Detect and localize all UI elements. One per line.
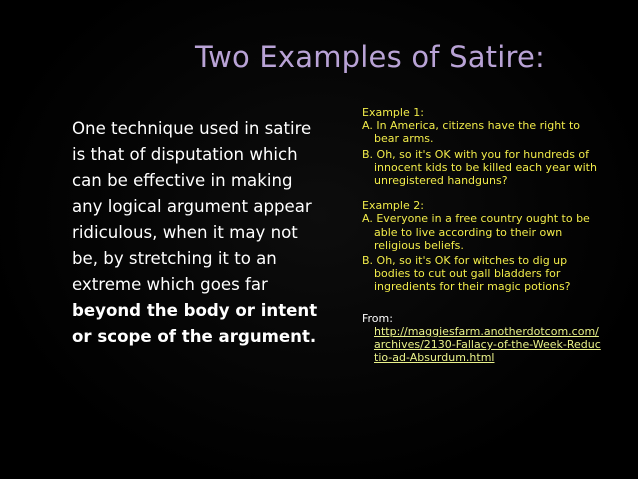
example1-statement-a: A. In America, citizens have the right to bear arms. bbox=[362, 119, 581, 146]
source-label: From: bbox=[362, 311, 393, 325]
intro-paragraph bbox=[72, 116, 322, 350]
example1-heading: Example 1: bbox=[362, 106, 424, 119]
example2-statement-a: A. Everyone in a free country ought to be able to live according to their own religious beliefs. bbox=[362, 212, 590, 252]
example2-heading: Example 2: bbox=[362, 199, 424, 213]
source-link[interactable]: http://maggiesfarm.anotherdotcom.com/archives/2130-Fallacy-of-the-Week-Reductio-ad-Absurdum.html bbox=[374, 324, 601, 365]
intro-text: One technique used in satire is that of disputation which can be effective in making any logical argument appear ridiculous, when it may not be, by stretching it to an extreme which goes far bbox=[72, 119, 312, 294]
intro-text-bold: beyond the body or intent or scope of the argument. bbox=[72, 301, 318, 346]
example1-statement-b: B. Oh, so it's OK with you for hundreds of innocent kids to be killed each year with unregistered handguns? bbox=[362, 147, 597, 188]
slide-title: Two Examples of Satire: bbox=[194, 40, 545, 74]
example2-statement-b: B. Oh, so it's OK for witches to dig up bodies to cut out gall bladders for ingredients for their magic potions? bbox=[362, 254, 571, 294]
examples-panel bbox=[362, 106, 602, 364]
